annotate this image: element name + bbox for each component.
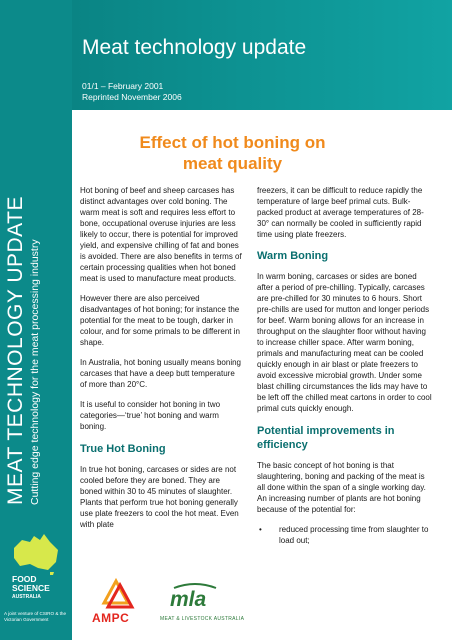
bullet-item <box>257 524 433 546</box>
sidebar <box>0 0 72 640</box>
mla-logo-text: mla <box>170 588 207 611</box>
paragraph: However there are also perceived disadvantages of hot boning; for instance the potential for the meat to be tough, darker in colour, and for some primals to be different in shape. <box>80 294 240 347</box>
paragraph: In true hot boning, carcases or sides are not cooled before they are boned. They are boned within 30 to 45 minutes of slaughter. Plants that perform true hot boning generally use plate freezers to cool the hot meat. Even with plate <box>80 465 239 529</box>
paragraph: In warm boning, carcases or sides are boned after a period of pre-chilling. Typically, carcases are pre-chilled for 30 minutes to 6 hours. Short pre-chills are used for mutton and longer periods for beef. Warm boning allows for an increase in throughput on the slaughter floor without having to increase chiller space. After warm boning, primals and manufacturing meat can be cooled quickly enough in air blast or plate freezers to avoid excessive microbial growth. Under some blast chilling circumstances the lids may have to be left off the chilled meat cartons in order to cool primal cuts quickly enough. <box>257 272 432 413</box>
left-column <box>80 185 243 539</box>
joint-venture-note: A joint venture of CSIRO & the Victorian Government <box>4 611 67 622</box>
sidebar-vertical-text <box>4 196 42 505</box>
ampc-logo-text: AMPC <box>92 611 130 625</box>
food-science-country: AUSTRALIA <box>12 594 41 600</box>
food-science-name: FOOD SCIENCE <box>12 574 50 593</box>
bullet-icon: • <box>259 525 262 534</box>
ampc-logo-icon <box>98 577 136 611</box>
sponsor-logos <box>90 575 290 635</box>
right-column <box>257 185 433 546</box>
paragraph: freezers, it can be difficult to reduce rapidly the temperature of large beef primal cuts. Bulk-packed product at average temperatures of 28-30° can normally be cooled in sufficiently rapid time using plate freezers. <box>257 186 424 239</box>
header-banner <box>72 0 452 110</box>
series-tagline: Cutting edge technology for the meat processing industry <box>29 239 41 505</box>
newsletter-title: Meat technology update <box>82 36 307 59</box>
food-science-logo <box>12 575 62 602</box>
australia-map-icon <box>10 530 62 576</box>
article-title: Effect of hot boning on meat quality <box>139 133 326 173</box>
section-heading-true-hot-boning: True Hot Boning <box>80 443 166 455</box>
reprint-date: Reprinted November 2006 <box>82 92 182 102</box>
bullet-text: reduced processing time from slaughter to load out; <box>279 525 429 545</box>
paragraph: It is useful to consider hot boning in two categories—‘true’ hot boning and warm boning. <box>80 400 221 431</box>
paragraph: The basic concept of hot boning is that slaughtering, boning and packing of the meat is all done within the span of a single working day. An increasing number of plants are hot boning because of the potential for: <box>257 461 426 514</box>
section-heading-potential-improvements: Potential improvements in efficiency <box>257 425 395 451</box>
paragraph: Hot boning of beef and sheep carcases has distinct advantages over cold boning. The warm meat is soft and requires less effort to bone, occupational overuse injuries are less likely to occur, there is potential for improved yield, and expensive chilling of fat and bones is avoided. There are also benefits in terms of certain processing qualities when hot boned meat is used to manufacture meat products. <box>80 186 242 283</box>
section-heading-warm-boning: Warm Boning <box>257 250 329 262</box>
issue-date: 01/1 – February 2001 <box>82 81 164 91</box>
series-title: MEAT TECHNOLOGY UPDATE <box>4 196 27 505</box>
mla-logo-subtext: MEAT & LIVESTOCK AUSTRALIA <box>160 616 245 622</box>
paragraph: In Australia, hot boning usually means boning carcases that have a deep butt temperature of more than 20°C. <box>80 358 241 389</box>
